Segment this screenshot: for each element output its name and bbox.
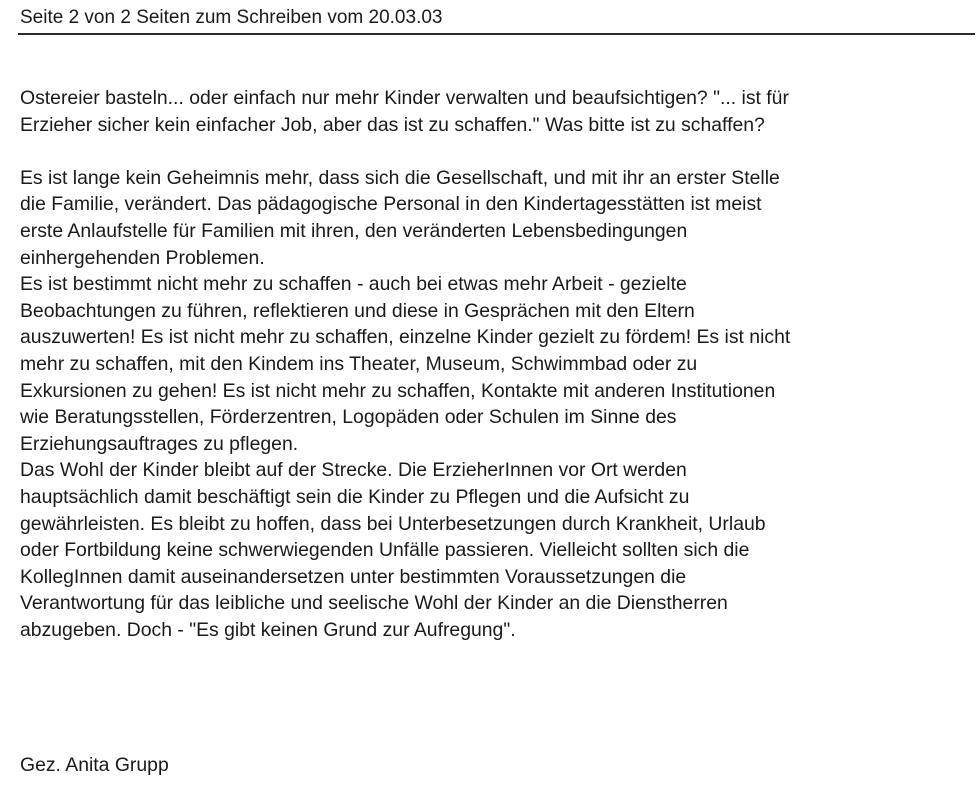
text-line: oder Fortbildung keine schwerwiegenden Unfälle passieren. Vielleicht sollten sich die	[20, 539, 750, 562]
text-line: Erzieher sicher kein einfacher Job, aber das ist zu schaffen." Was bitte ist zu schaffen?	[20, 113, 765, 136]
text-line: die Familie, verändert. Das pädagogische Personal in den Kindertagesstätten ist meist	[20, 193, 762, 216]
text-line: hauptsächlich damit beschäftigt sein die Kinder zu Pflegen und die Aufsicht zu	[20, 485, 690, 508]
text-line: Das Wohl der Kinder bleibt auf der Strecke. Die ErzieherInnen vor Ort werden	[20, 459, 687, 482]
text-line: wie Beratungsstellen, Förderzentren, Logopäden oder Schulen im Sinne des	[20, 406, 677, 429]
page-header: Seite 2 von 2 Seiten zum Schreiben vom 20.03.03	[20, 7, 443, 28]
text-line: einhergehenden Problemen.	[20, 246, 265, 269]
letter-body	[20, 85, 965, 643]
signature-line: Gez. Anita Grupp	[20, 754, 169, 776]
text-line: Erziehungsauftrages zu pflegen.	[20, 432, 299, 455]
text-line: Verantwortung für das leibliche und seelische Wohl der Kinder an die Dienstherren	[20, 592, 728, 615]
paragraph-gap	[20, 138, 965, 165]
text-line: mehr zu schaffen, mit den Kindem ins Theater, Museum, Schwimmbad oder zu	[20, 352, 698, 375]
text-line: abzugeben. Doch - "Es gibt keinen Grund zur Aufregung".	[20, 618, 516, 641]
text-line: Es ist lange kein Geheimnis mehr, dass sich die Gesellschaft, und mit ihr an erster Stelle	[20, 166, 780, 189]
paragraph-intro	[20, 85, 965, 138]
text-line: auszuwerten! Es ist nicht mehr zu schaffen, einzelne Kinder gezielt zu fördem! Es ist nicht	[20, 326, 791, 349]
text-line: gewährleisten. Es bleibt zu hoffen, dass bei Unterbesetzungen durch Krankheit, Urlaub	[20, 512, 766, 535]
text-line: Beobachtungen zu führen, reflektieren und diese in Gesprächen mit den Eltern	[20, 299, 695, 322]
paragraph-main	[20, 165, 965, 644]
text-line: KollegInnen damit auseinandersetzen unter bestimmten Voraussetzungen die	[20, 565, 687, 588]
text-line: Exkursionen zu gehen! Es ist nicht mehr zu schaffen, Kontakte mit anderen Institutionen	[20, 379, 776, 402]
header-divider	[18, 33, 975, 35]
text-line: Es ist bestimmt nicht mehr zu schaffen - auch bei etwas mehr Arbeit - gezielte	[20, 273, 687, 296]
text-line: erste Anlaufstelle für Familien mit ihren, den veränderten Lebensbedingungen	[20, 219, 688, 242]
text-line: Ostereier basteln... oder einfach nur mehr Kinder verwalten und beaufsichtigen? "... ist für	[20, 87, 789, 109]
